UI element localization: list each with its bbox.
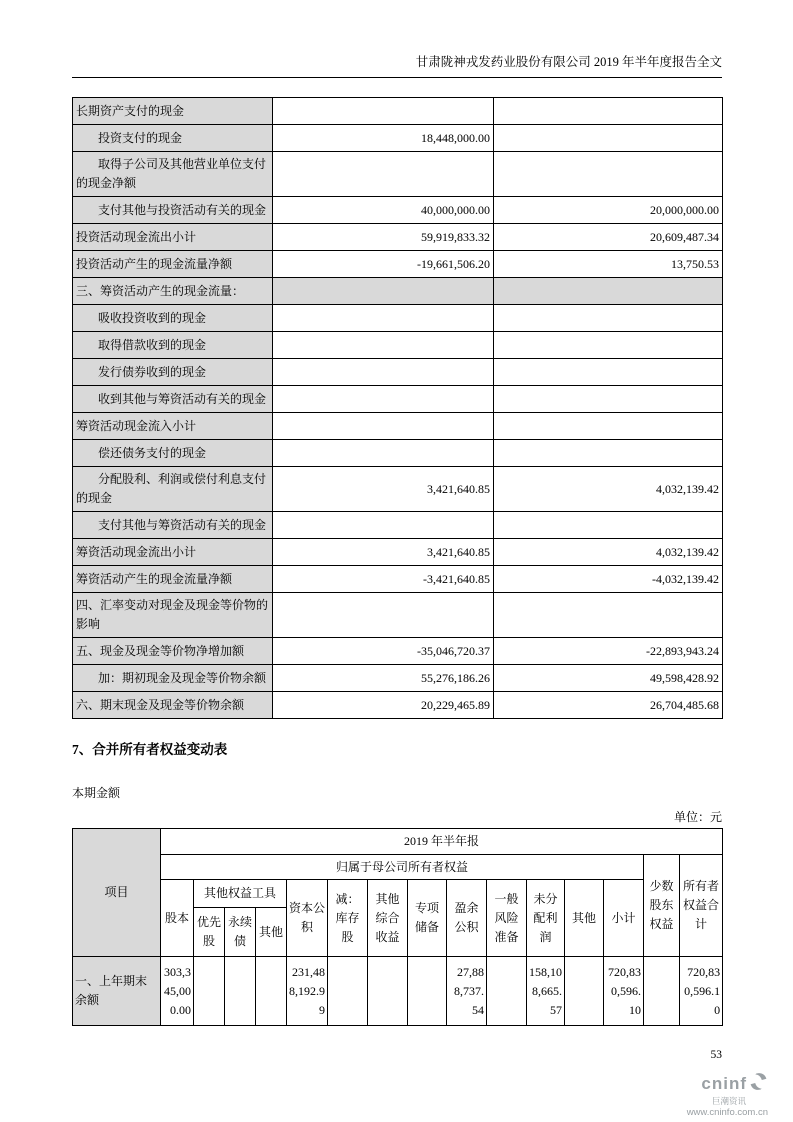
cash-flow-row — [73, 539, 723, 566]
equity-cell-value — [194, 957, 225, 1026]
cash-flow-row — [73, 251, 723, 278]
cash-flow-row — [73, 278, 723, 305]
row-label: 筹资活动现金流出小计 — [73, 539, 273, 566]
col-header-perpetual-bonds: 永续债 — [225, 908, 256, 957]
row-label: 四、汇率变动对现金及现金等价物的影响 — [73, 593, 273, 638]
cell-current-period-value — [273, 305, 494, 332]
cell-current-period-value — [273, 512, 494, 539]
cell-previous-period-value: -4,032,139.42 — [494, 566, 723, 593]
cash-flow-row — [73, 566, 723, 593]
cell-current-period-value — [273, 332, 494, 359]
col-header-special-reserve: 专项储备 — [408, 880, 447, 957]
col-header-other-instrument: 其他 — [256, 908, 287, 957]
equity-header-row-1 — [73, 829, 723, 855]
cash-flow-row — [73, 638, 723, 665]
col-header-capital-reserve: 资本公积 — [287, 880, 328, 957]
col-header-other-comprehensive-income: 其他综合收益 — [368, 880, 408, 957]
cell-previous-period-value: 13,750.53 — [494, 251, 723, 278]
equity-cell-value — [565, 957, 604, 1026]
cash-flow-row — [73, 512, 723, 539]
equity-cell-value: 720,830,596.10 — [604, 957, 644, 1026]
cell-current-period-value — [273, 278, 494, 305]
cninfo-logo-url: www.cninfo.com.cn — [686, 1106, 768, 1118]
row-label: 加：期初现金及现金等价物余额 — [73, 665, 273, 692]
col-header-total-equity: 所有者权益合计 — [680, 855, 723, 957]
cell-current-period-value: 55,276,186.26 — [273, 665, 494, 692]
cell-previous-period-value — [494, 278, 723, 305]
cash-flow-row — [73, 665, 723, 692]
equity-cell-value — [487, 957, 527, 1026]
cell-previous-period-value — [494, 359, 723, 386]
col-header-other-equity-instruments: 其他权益工具 — [194, 880, 287, 908]
row-label: 六、期末现金及现金等价物余额 — [73, 692, 273, 719]
row-label: 吸收投资收到的现金 — [73, 305, 273, 332]
cell-current-period-value — [273, 593, 494, 638]
row-label: 发行债券收到的现金 — [73, 359, 273, 386]
col-header-general-risk-reserve: 一般风险准备 — [487, 880, 527, 957]
cell-previous-period-value — [494, 98, 723, 125]
period-label: 本期金额 — [72, 786, 121, 800]
col-header-item: 项目 — [73, 829, 161, 957]
cell-current-period-value: -3,421,640.85 — [273, 566, 494, 593]
cninfo-logo-subtitle: 巨潮资讯 — [711, 1096, 746, 1106]
cell-current-period-value: 3,421,640.85 — [273, 539, 494, 566]
row-label: 筹资活动现金流入小计 — [73, 413, 273, 440]
cell-previous-period-value: 20,000,000.00 — [494, 197, 723, 224]
row-label: 长期资产支付的现金 — [73, 98, 273, 125]
equity-data-row — [73, 957, 723, 1026]
row-label: 投资支付的现金 — [73, 125, 273, 152]
cell-previous-period-value — [494, 512, 723, 539]
cash-flow-row — [73, 692, 723, 719]
row-label: 支付其他与投资活动有关的现金 — [73, 197, 273, 224]
cell-current-period-value: -35,046,720.37 — [273, 638, 494, 665]
cninfo-swirl-icon — [749, 1072, 768, 1095]
cell-current-period-value — [273, 152, 494, 197]
col-header-surplus-reserve: 盈余公积 — [447, 880, 487, 957]
cell-current-period-value — [273, 413, 494, 440]
cell-previous-period-value — [494, 440, 723, 467]
cash-flow-statement-table — [72, 97, 723, 719]
col-header-period: 2019 年半年报 — [161, 829, 723, 855]
cell-previous-period-value — [494, 332, 723, 359]
row-label: 偿还债务支付的现金 — [73, 440, 273, 467]
cash-flow-row — [73, 197, 723, 224]
cell-current-period-value: 40,000,000.00 — [273, 197, 494, 224]
row-label: 取得子公司及其他营业单位支付的现金净额 — [73, 152, 273, 197]
cell-previous-period-value: 26,704,485.68 — [494, 692, 723, 719]
row-label: 筹资活动产生的现金流量净额 — [73, 566, 273, 593]
page-number: 53 — [710, 1049, 722, 1061]
cell-current-period-value: -19,661,506.20 — [273, 251, 494, 278]
equity-cell-value: 303,345,000.00 — [161, 957, 194, 1026]
cell-previous-period-value: 49,598,428.92 — [494, 665, 723, 692]
cash-flow-row — [73, 332, 723, 359]
cash-flow-row — [73, 386, 723, 413]
cell-previous-period-value: 20,609,487.34 — [494, 224, 723, 251]
cell-current-period-value: 20,229,465.89 — [273, 692, 494, 719]
cash-flow-row — [73, 152, 723, 197]
cash-flow-row — [73, 413, 723, 440]
col-header-minority-interest: 少数股东权益 — [644, 855, 680, 957]
equity-cell-value: 720,830,596.10 — [680, 957, 723, 1026]
equity-cell-value — [256, 957, 287, 1026]
cell-current-period-value — [273, 440, 494, 467]
equity-change-table — [72, 828, 723, 1026]
cash-flow-row — [73, 98, 723, 125]
equity-cell-value — [368, 957, 408, 1026]
row-label: 支付其他与筹资活动有关的现金 — [73, 512, 273, 539]
cell-previous-period-value — [494, 593, 723, 638]
cash-flow-row — [73, 593, 723, 638]
cell-previous-period-value — [494, 305, 723, 332]
row-label: 投资活动产生的现金流量净额 — [73, 251, 273, 278]
cell-previous-period-value: 4,032,139.42 — [494, 539, 723, 566]
section-heading: 7、合并所有者权益变动表 — [72, 742, 228, 757]
col-header-parent-group: 归属于母公司所有者权益 — [161, 855, 644, 880]
col-header-other: 其他 — [565, 880, 604, 957]
cell-current-period-value — [273, 98, 494, 125]
col-header-less-treasury-stock: 减：库存股 — [328, 880, 368, 957]
cash-flow-row — [73, 305, 723, 332]
cell-previous-period-value — [494, 152, 723, 197]
row-label: 取得借款收到的现金 — [73, 332, 273, 359]
cell-current-period-value: 59,919,833.32 — [273, 224, 494, 251]
cash-flow-row — [73, 440, 723, 467]
row-label: 五、现金及现金等价物净增加额 — [73, 638, 273, 665]
row-label: 分配股利、利润或偿付利息支付的现金 — [73, 467, 273, 512]
cninfo-logo — [687, 1072, 768, 1117]
cell-previous-period-value: 4,032,139.42 — [494, 467, 723, 512]
cell-current-period-value: 3,421,640.85 — [273, 467, 494, 512]
equity-header-row-3 — [73, 880, 723, 908]
equity-cell-value: 158,108,665.57 — [527, 957, 565, 1026]
cash-flow-row — [73, 125, 723, 152]
equity-cell-value: 231,488,192.99 — [287, 957, 328, 1026]
row-label: 投资活动现金流出小计 — [73, 224, 273, 251]
row-label: 收到其他与筹资活动有关的现金 — [73, 386, 273, 413]
equity-cell-value — [644, 957, 680, 1026]
col-header-preferred-shares: 优先股 — [194, 908, 225, 957]
equity-cell-value: 27,888,737.54 — [447, 957, 487, 1026]
cell-previous-period-value — [494, 386, 723, 413]
col-header-retained-profit: 未分配利润 — [527, 880, 565, 957]
equity-cell-value — [328, 957, 368, 1026]
cell-current-period-value — [273, 386, 494, 413]
cash-flow-row — [73, 359, 723, 386]
cell-current-period-value — [273, 359, 494, 386]
cell-previous-period-value: -22,893,943.24 — [494, 638, 723, 665]
cash-flow-row — [73, 467, 723, 512]
col-header-share-capital: 股本 — [161, 880, 194, 957]
row-label: 三、筹资活动产生的现金流量： — [73, 278, 273, 305]
unit-label: 单位：元 — [673, 810, 722, 824]
cell-current-period-value: 18,448,000.00 — [273, 125, 494, 152]
cell-previous-period-value — [494, 125, 723, 152]
page-header-title: 甘肃陇神戎发药业股份有限公司 2019 年半年度报告全文 — [72, 52, 722, 78]
row-label: 一、上年期末余额 — [73, 957, 161, 1026]
equity-cell-value — [408, 957, 447, 1026]
cninfo-logo-text: cninf — [701, 1074, 747, 1093]
equity-cell-value — [225, 957, 256, 1026]
cash-flow-row — [73, 224, 723, 251]
equity-header-row-2 — [73, 855, 723, 880]
col-header-subtotal: 小计 — [604, 880, 644, 957]
cell-previous-period-value — [494, 413, 723, 440]
